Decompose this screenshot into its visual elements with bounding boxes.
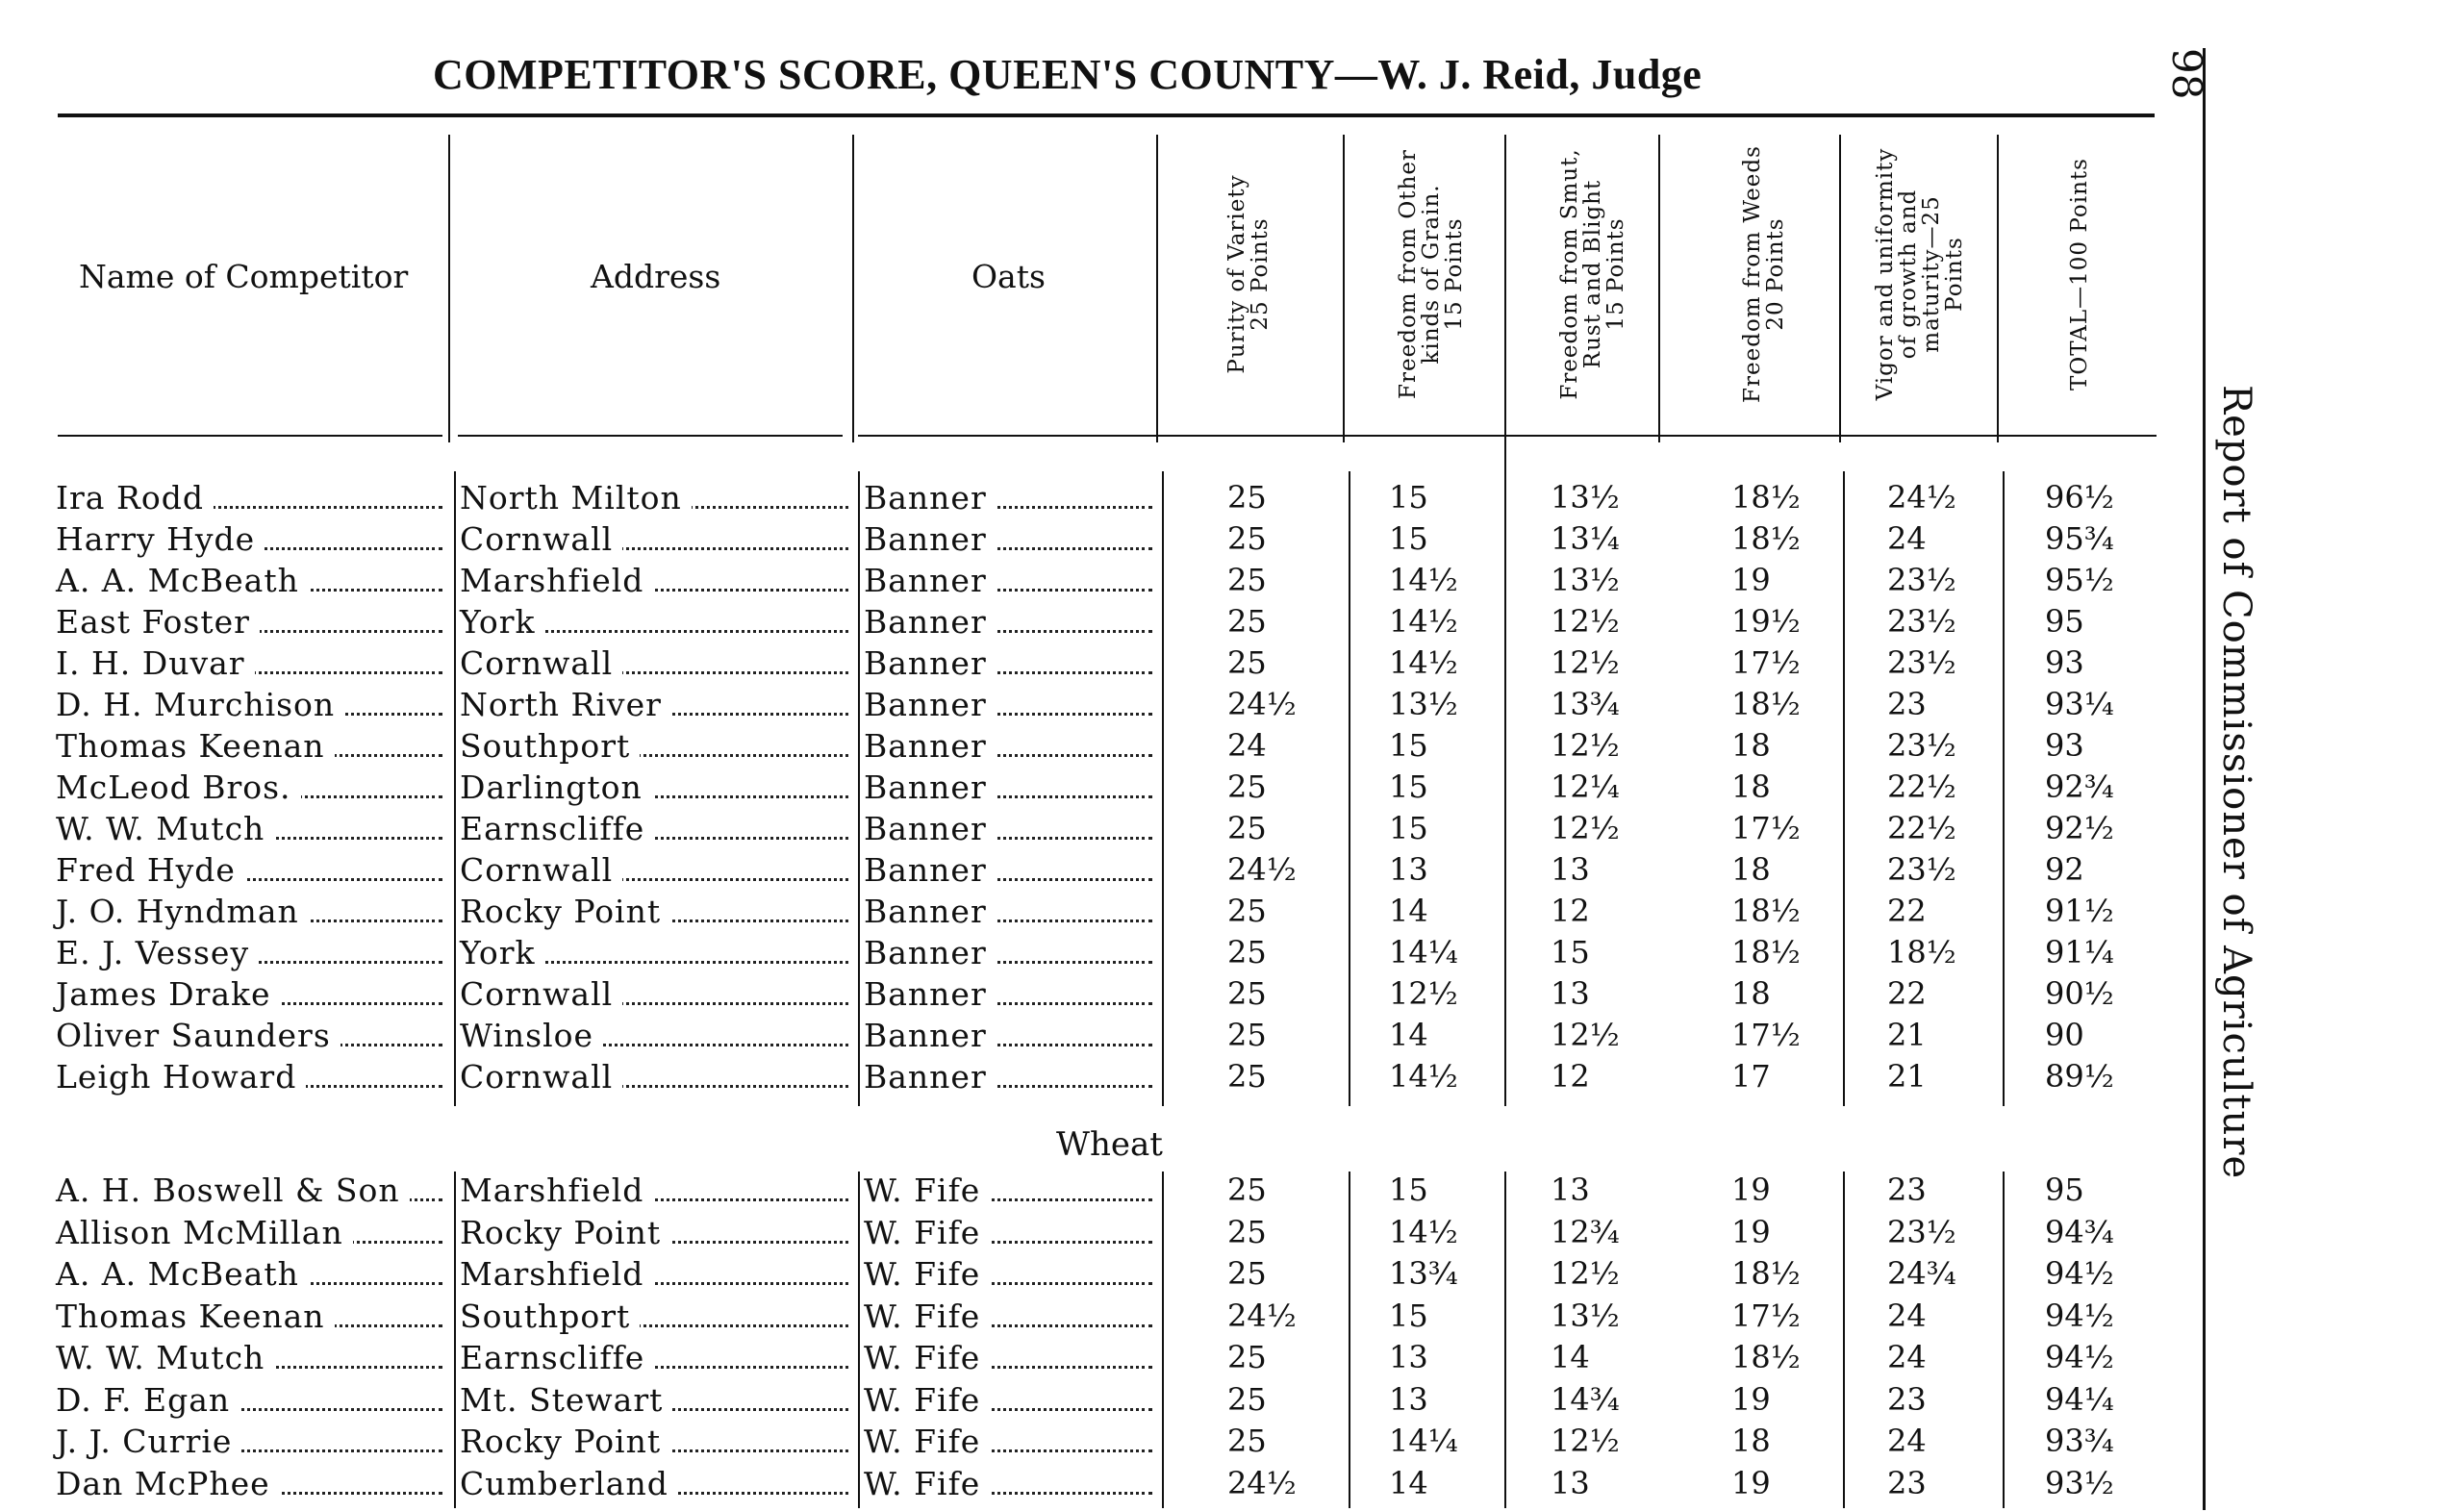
score-grain: 13 — [1389, 1339, 1428, 1375]
score-weeds: 18½ — [1731, 686, 1801, 722]
score-smut: 13 — [1551, 975, 1590, 1012]
grain-variety: Banner — [864, 603, 996, 641]
score-smut: 13 — [1551, 1464, 1590, 1501]
table-row — [0, 1339, 2164, 1379]
competitor-name: A. H. Boswell & Son — [56, 1172, 410, 1209]
competitor-address: Rocky Point — [460, 1423, 670, 1460]
score-grain: 14½ — [1389, 562, 1458, 598]
score-total: 89½ — [2045, 1058, 2114, 1095]
grain-variety: Banner — [864, 562, 996, 599]
header-freedom-smut — [1558, 130, 1645, 418]
score-grain: 15 — [1389, 810, 1428, 846]
competitor-name: Thomas Keenan — [56, 727, 335, 765]
competitor-name: J. J. Currie — [56, 1423, 241, 1460]
competitor-name: A. A. McBeath — [56, 1255, 309, 1293]
col-sep-3 — [1156, 135, 1158, 442]
competitor-address: Cornwall — [460, 975, 622, 1013]
grain-variety: W. Fife — [864, 1465, 990, 1502]
right-margin-rule — [2203, 48, 2206, 1510]
score-purity: 25 — [1227, 1058, 1267, 1095]
score-weeds: 17½ — [1731, 1017, 1801, 1053]
score-purity: 25 — [1227, 1017, 1267, 1053]
score-vigor: 23½ — [1887, 1213, 1956, 1250]
score-vigor: 24½ — [1887, 479, 1956, 516]
competitor-address: Marshfield — [460, 1255, 653, 1293]
table-row — [0, 686, 2164, 726]
table-row — [0, 562, 2164, 602]
table-row — [0, 1214, 2164, 1254]
competitor-name: Dan McPhee — [56, 1465, 280, 1502]
score-weeds: 18½ — [1731, 1255, 1801, 1292]
grain-variety: W. Fife — [864, 1172, 990, 1209]
competitor-name: East Foster — [56, 603, 260, 641]
score-smut: 13¾ — [1551, 686, 1620, 722]
grain-variety: Banner — [864, 520, 996, 558]
score-smut: 12½ — [1551, 603, 1620, 640]
competitor-name: Thomas Keenan — [56, 1298, 335, 1335]
competitor-address: Cumberland — [460, 1465, 678, 1502]
table-row — [0, 810, 2164, 850]
table-row — [0, 975, 2164, 1016]
col-sep-6 — [1658, 135, 1660, 442]
score-grain: 14 — [1389, 1017, 1428, 1053]
header-oats: Oats — [971, 258, 1046, 295]
score-smut: 12½ — [1551, 1017, 1620, 1053]
score-total: 90 — [2045, 1017, 2084, 1053]
rh-weeds-line: 20 Points — [1763, 217, 1788, 331]
score-vigor: 22 — [1887, 893, 1927, 929]
score-purity: 24½ — [1227, 851, 1297, 888]
table-row — [0, 1423, 2164, 1463]
score-purity: 25 — [1227, 562, 1267, 598]
score-smut: 12½ — [1551, 644, 1620, 681]
col-sep-7 — [1839, 135, 1841, 442]
score-grain: 14 — [1389, 1464, 1428, 1501]
competitor-name: James Drake — [56, 975, 281, 1013]
table-row — [0, 520, 2164, 561]
table-row — [0, 851, 2164, 892]
score-purity: 25 — [1227, 769, 1267, 805]
score-total: 94½ — [2045, 1339, 2114, 1375]
score-total: 93¾ — [2045, 1423, 2114, 1459]
competitor-address: Cornwall — [460, 851, 622, 889]
score-weeds: 18½ — [1731, 520, 1801, 557]
score-vigor: 24¾ — [1887, 1255, 1956, 1292]
grain-variety: Banner — [864, 644, 996, 682]
score-smut: 13¼ — [1551, 520, 1620, 557]
score-grain: 15 — [1389, 727, 1428, 764]
title-rule — [58, 113, 2155, 117]
competitor-address: Southport — [460, 1298, 640, 1335]
score-purity: 25 — [1227, 479, 1267, 516]
header-freedom-weeds — [1741, 130, 1799, 418]
competitor-address: Southport — [460, 727, 640, 765]
score-total: 95 — [2045, 603, 2084, 640]
rh-vigor-line: of growth and — [1896, 189, 1921, 360]
competitor-address: Mt. Stewart — [460, 1381, 672, 1419]
score-weeds: 19 — [1731, 1213, 1771, 1250]
table-row — [0, 603, 2164, 643]
rh-grain-line: kinds of Grain. — [1419, 184, 1444, 365]
score-total: 91½ — [2045, 893, 2114, 929]
score-smut: 12½ — [1551, 1255, 1620, 1292]
score-vigor: 23 — [1887, 1464, 1927, 1501]
score-purity: 25 — [1227, 1423, 1267, 1459]
competitor-address: York — [460, 934, 545, 971]
rh-purity-line: Purity of Variety — [1224, 174, 1249, 374]
score-total: 95¾ — [2045, 520, 2114, 557]
grain-variety: Banner — [864, 727, 996, 765]
score-smut: 13½ — [1551, 1297, 1620, 1334]
score-vigor: 24 — [1887, 1423, 1927, 1459]
competitor-name: J. O. Hyndman — [56, 893, 309, 930]
table-row — [0, 1255, 2164, 1296]
score-smut: 12½ — [1551, 810, 1620, 846]
competitor-address: Cornwall — [460, 520, 622, 558]
grain-variety: W. Fife — [864, 1381, 990, 1419]
competitor-address: Marshfield — [460, 562, 653, 599]
score-purity: 25 — [1227, 934, 1267, 970]
score-weeds: 18 — [1731, 975, 1771, 1012]
score-grain: 14½ — [1389, 1213, 1458, 1250]
score-purity: 24½ — [1227, 1297, 1297, 1334]
grain-variety: Banner — [864, 810, 996, 847]
score-total: 93¼ — [2045, 686, 2114, 722]
grain-variety: Banner — [864, 1017, 996, 1054]
score-purity: 25 — [1227, 893, 1267, 929]
score-grain: 15 — [1389, 769, 1428, 805]
score-weeds: 19 — [1731, 1464, 1771, 1501]
score-total: 93½ — [2045, 1464, 2114, 1501]
score-vigor: 22 — [1887, 975, 1927, 1012]
table-row — [0, 893, 2164, 933]
header-freedom-grain — [1397, 130, 1483, 418]
score-weeds: 19 — [1731, 562, 1771, 598]
score-total: 92¾ — [2045, 769, 2114, 805]
score-vigor: 23 — [1887, 1380, 1927, 1418]
score-total: 96½ — [2045, 479, 2114, 516]
table-row — [0, 1381, 2164, 1422]
competitor-address: Earnscliffe — [460, 1339, 654, 1376]
header-address: Address — [591, 258, 721, 295]
rh-grain-line: Freedom from Other — [1396, 149, 1421, 399]
score-total: 94¼ — [2045, 1380, 2114, 1418]
competitor-name: Allison McMillan — [56, 1214, 353, 1251]
competitor-address: Darlington — [460, 769, 652, 806]
header-rule-mid — [458, 435, 843, 437]
score-vigor: 22½ — [1887, 810, 1956, 846]
grain-variety: Banner — [864, 893, 996, 930]
grain-variety: W. Fife — [864, 1339, 990, 1376]
competitor-address: Rocky Point — [460, 893, 670, 930]
competitor-name: I. H. Duvar — [56, 644, 255, 682]
score-smut: 12 — [1551, 1058, 1590, 1095]
rh-vigor-line: Points — [1942, 237, 1967, 312]
table-row — [0, 727, 2164, 768]
score-total: 93 — [2045, 727, 2084, 764]
score-purity: 25 — [1227, 603, 1267, 640]
competitor-address: Marshfield — [460, 1172, 653, 1209]
score-total: 94½ — [2045, 1297, 2114, 1334]
table-row — [0, 769, 2164, 809]
score-total: 94¾ — [2045, 1213, 2114, 1250]
rh-smut-line: Rust and Blight — [1580, 179, 1605, 369]
rh-weeds-line: Freedom from Weeds — [1740, 145, 1765, 403]
score-vigor: 23½ — [1887, 644, 1956, 681]
score-vigor: 23½ — [1887, 727, 1956, 764]
table-row — [0, 1017, 2164, 1057]
rh-purity-line: 25 Points — [1248, 217, 1273, 331]
grain-variety: W. Fife — [864, 1423, 990, 1460]
score-vigor: 23½ — [1887, 603, 1956, 640]
competitor-name: Oliver Saunders — [56, 1017, 341, 1054]
competitor-name: McLeod Bros. — [56, 769, 301, 806]
score-total: 92 — [2045, 851, 2084, 888]
competitor-address: Rocky Point — [460, 1214, 670, 1251]
score-total: 90½ — [2045, 975, 2114, 1012]
grain-variety: Banner — [864, 769, 996, 806]
score-purity: 25 — [1227, 1172, 1267, 1208]
rh-vigor-line: maturity—25 — [1919, 195, 1944, 353]
page-title: COMPETITOR'S SCORE, QUEEN'S COUNTY—W. J. Reid, Judge — [433, 51, 1703, 98]
score-smut: 12½ — [1551, 727, 1620, 764]
score-weeds: 18½ — [1731, 934, 1801, 970]
competitor-address: North River — [460, 686, 671, 723]
score-total: 91¼ — [2045, 934, 2114, 970]
grain-variety: Banner — [864, 1058, 996, 1096]
score-purity: 25 — [1227, 1339, 1267, 1375]
score-vigor: 23½ — [1887, 851, 1956, 888]
grain-variety: Banner — [864, 479, 996, 517]
score-weeds: 17 — [1731, 1058, 1771, 1095]
rh-smut-line: 15 Points — [1603, 217, 1628, 331]
score-purity: 25 — [1227, 644, 1267, 681]
score-weeds: 19 — [1731, 1172, 1771, 1208]
score-purity: 25 — [1227, 1213, 1267, 1250]
competitor-name: W. W. Mutch — [56, 1339, 274, 1376]
rh-smut-line: Freedom from Smut, — [1557, 148, 1582, 400]
competitor-name: D. H. Murchison — [56, 686, 344, 723]
competitor-name: Leigh Howard — [56, 1058, 306, 1096]
header-rule-left — [58, 435, 442, 437]
score-purity: 25 — [1227, 975, 1267, 1012]
score-grain: 13 — [1389, 1380, 1428, 1418]
grain-variety: W. Fife — [864, 1214, 990, 1251]
score-grain: 15 — [1389, 1172, 1428, 1208]
rh-total-line: TOTAL—100 Points — [2067, 158, 2092, 391]
header-rule-right — [858, 435, 2157, 437]
score-smut: 14 — [1551, 1339, 1590, 1375]
score-vigor: 24 — [1887, 1339, 1927, 1375]
score-weeds: 18½ — [1731, 1339, 1801, 1375]
table-row — [0, 934, 2164, 974]
table-row — [0, 644, 2164, 685]
competitor-address: York — [460, 603, 545, 641]
header-purity — [1225, 130, 1283, 418]
score-grain: 14¼ — [1389, 934, 1458, 970]
score-smut: 12¼ — [1551, 769, 1620, 805]
col-sep-5 — [1504, 135, 1506, 442]
score-vigor: 23 — [1887, 1172, 1927, 1208]
score-total: 92½ — [2045, 810, 2114, 846]
score-grain: 13¾ — [1389, 1255, 1458, 1292]
competitor-name: Fred Hyde — [56, 851, 245, 889]
grain-variety: W. Fife — [864, 1298, 990, 1335]
score-vigor: 18½ — [1887, 934, 1956, 970]
score-purity: 25 — [1227, 810, 1267, 846]
table-row — [0, 1465, 2164, 1505]
score-vigor: 22½ — [1887, 769, 1956, 805]
score-purity: 25 — [1227, 1380, 1267, 1418]
score-weeds: 17½ — [1731, 1297, 1801, 1334]
score-grain: 13 — [1389, 851, 1428, 888]
score-purity: 25 — [1227, 520, 1267, 557]
score-weeds: 18½ — [1731, 479, 1801, 516]
score-weeds: 19 — [1731, 1380, 1771, 1418]
score-smut: 12¾ — [1551, 1213, 1620, 1250]
score-grain: 13½ — [1389, 686, 1458, 722]
competitor-name: Harry Hyde — [56, 520, 265, 558]
score-weeds: 17½ — [1731, 644, 1801, 681]
score-weeds: 18 — [1731, 769, 1771, 805]
page-number: 98 — [2163, 48, 2210, 100]
score-grain: 14½ — [1389, 603, 1458, 640]
score-grain: 15 — [1389, 1297, 1428, 1334]
score-smut: 13 — [1551, 1172, 1590, 1208]
header-vigor — [1874, 130, 1989, 418]
score-total: 95½ — [2045, 562, 2114, 598]
rh-grain-line: 15 Points — [1442, 217, 1467, 331]
score-vigor: 21 — [1887, 1017, 1927, 1053]
competitor-name: A. A. McBeath — [56, 562, 309, 599]
score-purity: 24½ — [1227, 686, 1297, 722]
score-vigor: 23 — [1887, 686, 1927, 722]
col-sep-2 — [852, 135, 854, 442]
score-purity: 25 — [1227, 1255, 1267, 1292]
score-weeds: 18 — [1731, 727, 1771, 764]
score-vigor: 24 — [1887, 520, 1927, 557]
score-smut: 12½ — [1551, 1423, 1620, 1459]
competitor-name: D. F. Egan — [56, 1381, 240, 1419]
competitor-address: Cornwall — [460, 1058, 622, 1096]
table-row — [0, 1058, 2164, 1098]
score-grain: 15 — [1389, 479, 1428, 516]
table-row — [0, 479, 2164, 519]
score-grain: 12½ — [1389, 975, 1458, 1012]
score-vigor: 21 — [1887, 1058, 1927, 1095]
competitor-address: Cornwall — [460, 644, 622, 682]
col-sep-8 — [1997, 135, 1999, 442]
score-weeds: 18 — [1731, 1423, 1771, 1459]
score-total: 93 — [2045, 644, 2084, 681]
score-total: 95 — [2045, 1172, 2084, 1208]
table-row — [0, 1298, 2164, 1338]
competitor-name: E. J. Vessey — [56, 934, 259, 971]
col-sep-4 — [1343, 135, 1345, 442]
score-weeds: 19½ — [1731, 603, 1801, 640]
col-sep-1 — [448, 135, 450, 442]
score-grain: 14¼ — [1389, 1423, 1458, 1459]
score-grain: 14½ — [1389, 644, 1458, 681]
grain-variety: Banner — [864, 851, 996, 889]
rh-vigor-line: Vigor and uniformity — [1873, 147, 1898, 401]
header-total — [2068, 130, 2106, 418]
score-vigor: 24 — [1887, 1297, 1927, 1334]
competitor-name: W. W. Mutch — [56, 810, 274, 847]
score-smut: 12 — [1551, 893, 1590, 929]
score-vigor: 23½ — [1887, 562, 1956, 598]
score-smut: 13½ — [1551, 562, 1620, 598]
score-weeds: 17½ — [1731, 810, 1801, 846]
score-weeds: 18 — [1731, 851, 1771, 888]
running-head: Report of Commissioner of Agriculture — [2214, 385, 2258, 1180]
score-grain: 14½ — [1389, 1058, 1458, 1095]
grain-variety: Banner — [864, 686, 996, 723]
competitor-address: North Milton — [460, 479, 692, 517]
score-total: 94½ — [2045, 1255, 2114, 1292]
grain-variety: Banner — [864, 975, 996, 1013]
competitor-address: Winsloe — [460, 1017, 603, 1054]
score-grain: 14 — [1389, 893, 1428, 929]
score-weeds: 18½ — [1731, 893, 1801, 929]
score-smut: 15 — [1551, 934, 1590, 970]
table-row — [0, 1172, 2164, 1212]
wheat-section-label: Wheat — [1056, 1125, 1163, 1164]
header-name: Name of Competitor — [79, 258, 409, 295]
score-smut: 13½ — [1551, 479, 1620, 516]
competitor-address: Earnscliffe — [460, 810, 654, 847]
score-grain: 15 — [1389, 520, 1428, 557]
score-purity: 24½ — [1227, 1464, 1297, 1501]
score-smut: 13 — [1551, 851, 1590, 888]
grain-variety: W. Fife — [864, 1255, 990, 1293]
competitor-name: Ira Rodd — [56, 479, 214, 517]
grain-variety: Banner — [864, 934, 996, 971]
score-purity: 24 — [1227, 727, 1267, 764]
score-smut: 14¾ — [1551, 1380, 1620, 1418]
